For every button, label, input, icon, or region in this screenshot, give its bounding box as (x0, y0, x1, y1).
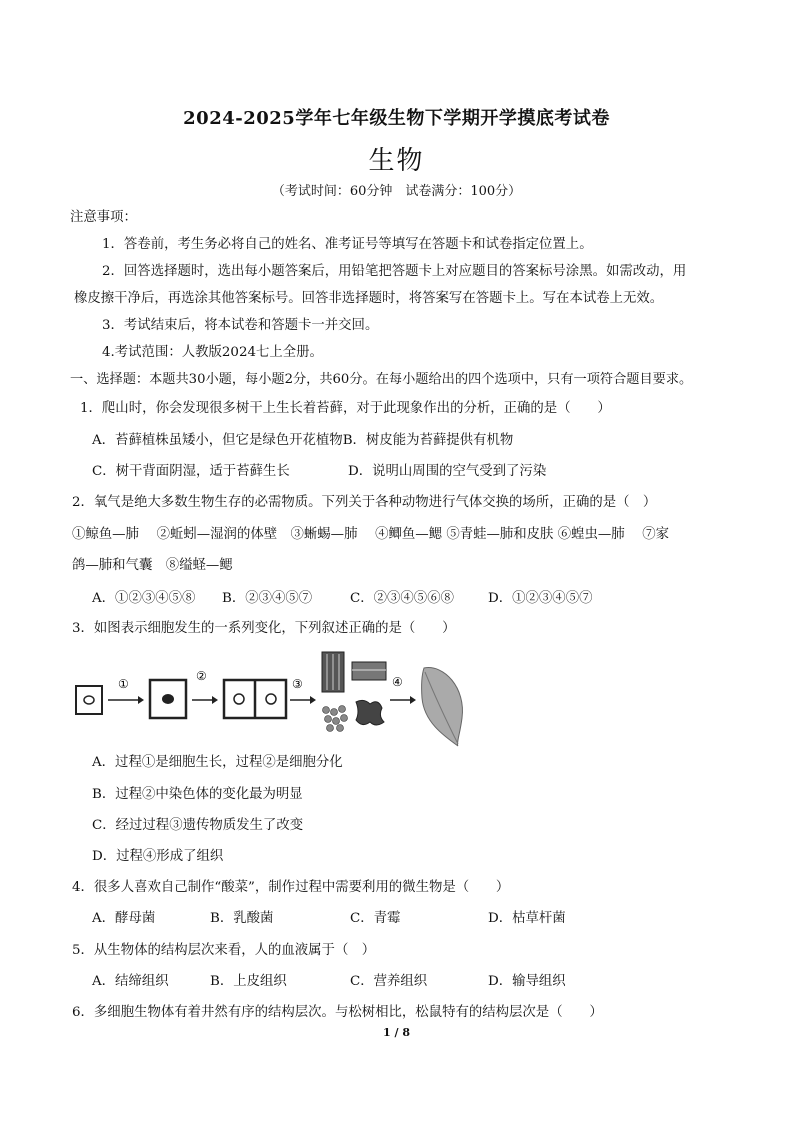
question-2-option-b: B．②③④⑤⑦ (222, 591, 313, 606)
leaf-illustration (422, 668, 463, 746)
question-1-option-d: D．说明山周围的空气受到了污染 (348, 464, 547, 479)
question-4-option-a: A．酵母菌 (92, 911, 156, 926)
step-4-label: ④ (392, 675, 403, 689)
arrow-4-head (410, 696, 416, 704)
notes-heading: 注意事项： (70, 210, 137, 225)
subject-title: 生物 (368, 146, 425, 176)
question-4-stem: 4．很多人喜欢自己制作“酸菜”，制作过程中需要利用的微生物是（ ） (72, 880, 510, 895)
question-3-option-a: A．过程①是细胞生长，过程②是细胞分化 (92, 755, 343, 770)
note-item: 1．答卷前，考生务必将自己的姓名、准考证号等填写在答题卡和试卷指定位置上。 (102, 237, 593, 252)
tissues (322, 652, 386, 732)
question-1-stem: 1．爬山时，你会发现很多树干上生长着苔藓，对于此现象作出的分析，正确的是（ ） (80, 401, 611, 416)
note-item: 橡皮擦干净后，再选涂其他答案标号。回答非选择题时，将答案写在答题卡上。写在本试卷上无效。 (74, 291, 664, 306)
question-2-option-a: A．①②③④⑤⑧ (92, 591, 196, 606)
question-5-option-d: D．输导组织 (488, 974, 566, 989)
exam-meta: （考试时间：60分钟 试卷满分：100分） (271, 184, 522, 199)
question-1-option-c: C．树干背面阴湿，适于苔藓生长 (92, 464, 290, 479)
question-2-list: 鸽—肺和气囊 ⑧缢蛏—鳃 (72, 558, 233, 573)
question-5-option-b: B．上皮组织 (210, 974, 287, 989)
cell-development-figure (72, 648, 472, 748)
question-3-stem: 3．如图表示细胞发生的一系列变化，下列叙述正确的是（ ） (72, 621, 456, 636)
question-5-option-c: C．营养组织 (350, 974, 428, 989)
question-3-option-c: C．经过过程③遗传物质发生了改变 (92, 818, 304, 833)
grown-cell (150, 680, 186, 718)
question-2-list: ①鲸鱼—肺 ②蚯蚓—湿润的体壁 ③蜥蜴—肺 ④鲫鱼—鳃 ⑤青蛙—肺和皮肤 ⑥蝗虫—肺 ⑦家 (72, 527, 670, 542)
question-1-options-ab: A．苔藓植株虽矮小，但它是绿色开花植物B．树皮能为苔藓提供有机物 (92, 433, 514, 448)
question-4-option-b: B．乳酸菌 (210, 911, 274, 926)
question-4-option-d: D．枯草杆菌 (488, 911, 566, 926)
step-1-label: ① (118, 677, 129, 691)
note-item: 3．考试结束后，将本试卷和答题卡一并交回。 (102, 318, 379, 333)
page-number: 1 / 8 (383, 1026, 410, 1039)
question-6-stem: 6．多细胞生物体有着井然有序的结构层次。与松树相比，松鼠特有的结构层次是（ ） (72, 1005, 603, 1020)
question-5-option-a: A．结缔组织 (92, 974, 169, 989)
section-heading: 一、选择题：本题共30小题，每小题2分，共60分。在每小题给出的四个选项中，只有一项符合题目要求。 (70, 372, 693, 387)
divided-cells (224, 680, 286, 718)
question-5-stem: 5．从生物体的结构层次来看，人的血液属于（ ） (72, 943, 376, 958)
question-3-option-d: D．过程④形成了组织 (92, 849, 224, 864)
exam-title: 2024-2025学年七年级生物下学期开学摸底考试卷 (183, 108, 610, 129)
question-2-option-d: D．①②③④⑤⑦ (488, 591, 593, 606)
step-3-label: ③ (292, 677, 303, 691)
question-4-option-c: C．青霉 (350, 911, 401, 926)
arrow-1-head (138, 696, 144, 704)
arrow-3-head (310, 696, 316, 704)
question-2-stem: 2．氧气是绝大多数生物生存的必需物质。下列关于各种动物进行气体交换的场所，正确的是（ ） (72, 495, 657, 510)
arrow-2-head (212, 696, 218, 704)
question-2-option-c: C．②③④⑤⑥⑧ (350, 591, 454, 606)
single-cell (76, 686, 102, 714)
step-2-label: ② (196, 669, 207, 683)
question-3-option-b: B．过程②中染色体的变化最为明显 (92, 787, 303, 802)
note-item: 4.考试范围：人教版2024七上全册。 (102, 345, 323, 360)
note-item: 2．回答选择题时，选出每小题答案后，用铅笔把答题卡上对应题目的答案标号涂黑。如需改动，用 (102, 264, 687, 279)
